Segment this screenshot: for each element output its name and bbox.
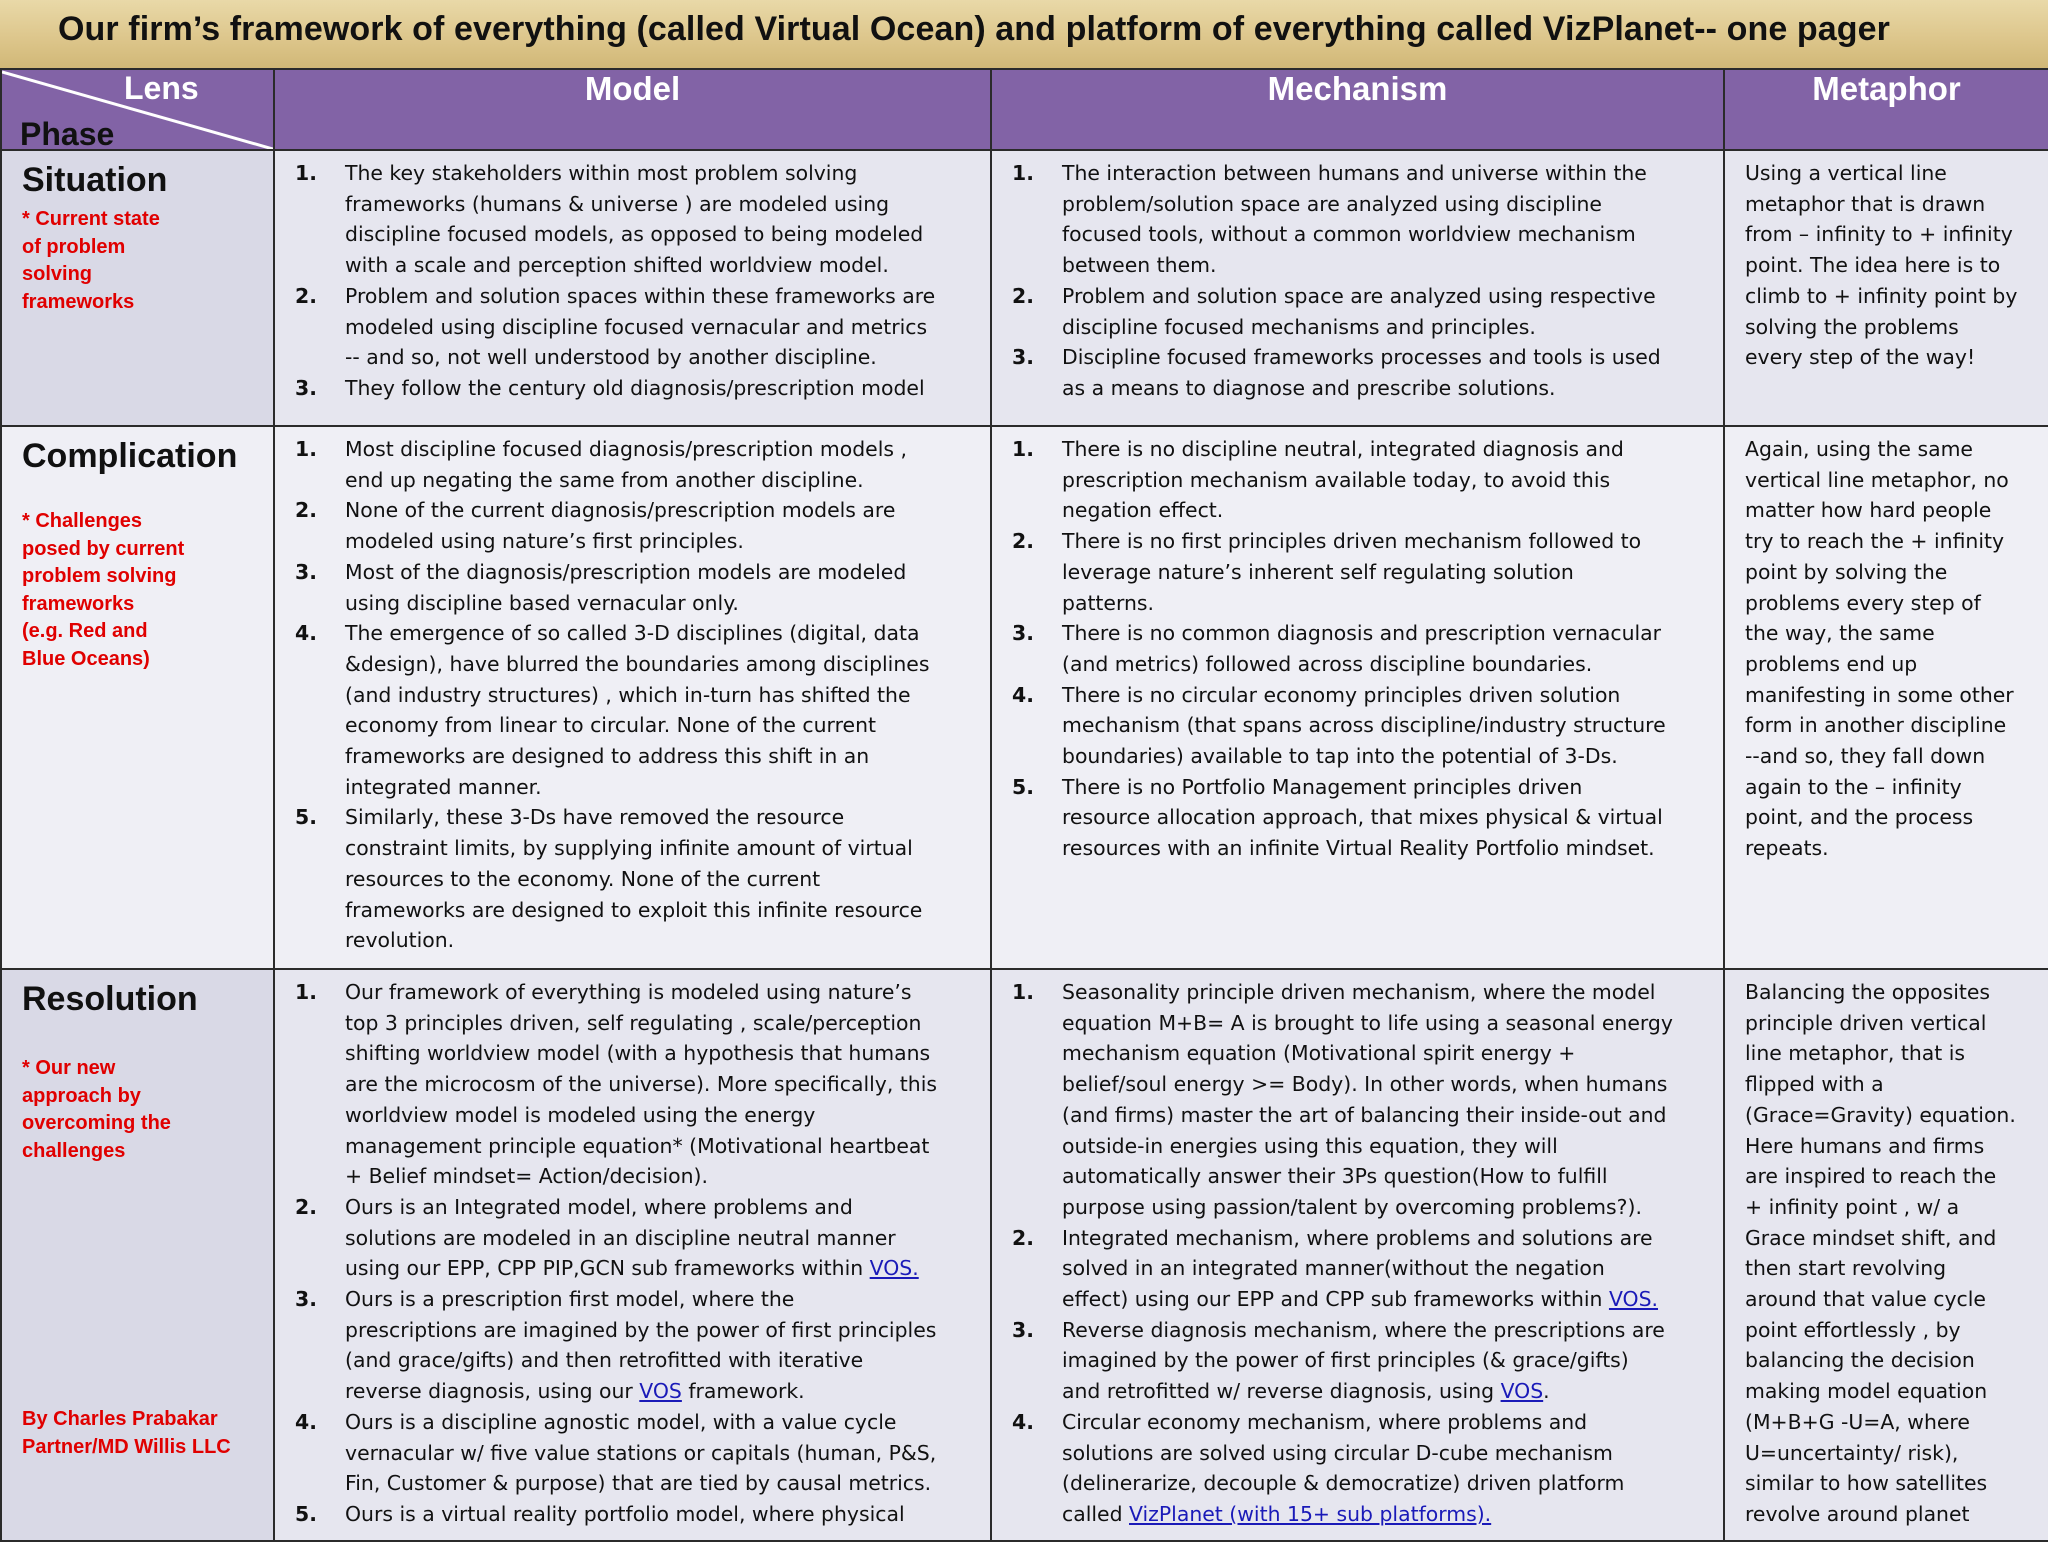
item-text-line: with a scale and perception shifted worldview model. (345, 253, 889, 278)
text-line: from – infinity to + infinity (1745, 222, 2013, 247)
list-item (992, 1315, 1713, 1407)
item-text-line: (delinerarize, decouple & democratize) driven platform (1062, 1471, 1625, 1496)
text-line: problems end up (1745, 651, 1918, 676)
phase-name: Complication (22, 437, 238, 475)
text-line: point, and the process (1745, 805, 1974, 830)
item-text-line: equation M+B= A is brought to life using a seasonal energy (1062, 1010, 1673, 1035)
text-line: solving (22, 263, 93, 285)
column-header-metaphor: Metaphor (1724, 69, 2048, 150)
column-header-model: Model (274, 69, 991, 150)
text-line: (e.g. Red and (22, 620, 148, 642)
text-line: frameworks (22, 592, 135, 615)
metaphor-cell-resolution (1724, 969, 2048, 1541)
item-text-line: end up negating the same from another discipline. (345, 467, 864, 492)
item-number: 1. (1012, 161, 1034, 185)
text-line: similar to how satellites (1745, 1471, 1988, 1496)
item-text-line: reverse diagnosis, using our VOS framework. (345, 1379, 805, 1404)
item-text-line: discipline focused mechanisms and principles. (1062, 314, 1536, 339)
model-cell-complication (274, 426, 991, 969)
metaphor-text (1725, 427, 2048, 864)
item-text-line: leverage nature’s inherent self regulating solution (1062, 559, 1574, 584)
item-number: 1. (1012, 980, 1034, 1004)
title-banner (0, 0, 2048, 69)
inline-link[interactable]: VizPlanet (with 15+ sub platforms). (1129, 1501, 1492, 1526)
item-number: 1. (295, 437, 317, 461)
text-line: then start revolving (1745, 1256, 1947, 1281)
item-number: 2. (295, 283, 317, 308)
list-item (275, 1407, 980, 1499)
item-text-line: prescription mechanism available today, to avoid this (1062, 467, 1611, 492)
text-line: point effortlessly , by (1745, 1317, 1961, 1342)
phase-label: Phase (20, 116, 115, 152)
item-text-line: prescriptions are imagined by the power of first principles (345, 1317, 937, 1342)
item-number: 1. (295, 980, 317, 1004)
item-text-line: (and metrics) followed across discipline boundaries. (1062, 651, 1593, 676)
text-line: of problem (22, 235, 126, 258)
item-text-line: management principle equation* (Motivational heartbeat (345, 1133, 930, 1158)
item-text-line: Ours is a prescription first model, where the (345, 1287, 795, 1312)
numbered-list (275, 427, 990, 956)
list-item (992, 680, 1713, 772)
item-number: 2. (1012, 1225, 1034, 1250)
item-text-line: Most discipline focused diagnosis/prescription models , (345, 437, 907, 461)
item-text-line: (and grace/gifts) and then retrofitted with iterative (345, 1348, 864, 1373)
item-text-line: automatically answer their 3Ps question(How to fulfill (1062, 1164, 1608, 1189)
item-number: 3. (1012, 621, 1034, 646)
item-number: 2. (1012, 283, 1034, 308)
numbered-list (275, 151, 990, 404)
text-line: principle driven vertical (1745, 1010, 1987, 1035)
phase-name: Situation (22, 161, 168, 199)
text-line: point. The idea here is to (1745, 253, 2001, 278)
item-text-line: vernacular w/ five value stations or capitals (human, P&S, (345, 1440, 937, 1465)
item-number: 2. (295, 1194, 317, 1219)
list-item (275, 158, 980, 281)
text-line: frameworks (22, 290, 135, 313)
list-item (275, 434, 980, 495)
item-text-line: Problem and solution space are analyzed using respective (1062, 283, 1656, 308)
text-line: Using a vertical line (1745, 161, 1947, 185)
item-text-line: between them. (1062, 253, 1217, 278)
list-item (275, 281, 980, 373)
header-row (1, 69, 2048, 150)
item-number: 4. (1012, 682, 1034, 707)
item-number: 3. (295, 375, 317, 400)
list-item (992, 1407, 1713, 1530)
list-item (992, 618, 1713, 679)
item-number: 5. (1012, 774, 1034, 799)
item-text-line: Most of the diagnosis/prescription models are modeled (345, 559, 907, 584)
list-item (275, 977, 980, 1192)
item-text-line: resource allocation approach, that mixes physical & virtual (1062, 805, 1663, 830)
item-number: 2. (295, 498, 317, 523)
item-text-line: Seasonality principle driven mechanism, where the model (1062, 980, 1656, 1004)
list-item (275, 1284, 980, 1407)
metaphor-text (1725, 970, 2048, 1530)
text-line: manifesting in some other (1745, 682, 2014, 707)
text-line: problems every step of (1745, 590, 1981, 615)
item-number: 3. (1012, 1317, 1034, 1342)
text-line: --and so, they fall down (1745, 744, 1986, 769)
row-situation (1, 150, 2048, 426)
phase-cell-complication (1, 426, 274, 969)
item-text-line: mechanism equation (Motivational spirit energy + (1062, 1041, 1576, 1066)
item-text-line: negation effect. (1062, 498, 1224, 523)
item-number: 3. (1012, 345, 1034, 370)
text-line: * Challenges (22, 510, 143, 532)
list-item (992, 526, 1713, 618)
numbered-list (992, 151, 1723, 404)
item-text-line: revolution. (345, 928, 455, 953)
list-item (275, 495, 980, 556)
item-text-line: Similarly, these 3-Ds have removed the resource (345, 805, 845, 830)
author-byline (22, 1406, 231, 1461)
model-cell-situation (274, 150, 991, 426)
item-text-line: + Belief mindset= Action/decision). (345, 1164, 708, 1189)
text-line: climb to + infinity point by (1745, 283, 2018, 308)
column-header-mechanism: Mechanism (991, 69, 1724, 150)
item-text-line: purpose using passion/talent by overcoming problems?). (1062, 1194, 1642, 1219)
item-number: 4. (1012, 1409, 1034, 1434)
text-line: Here humans and firms (1745, 1133, 1985, 1158)
item-text-line: frameworks are designed to address this shift in an (345, 744, 870, 769)
item-text-line: shifting worldview model (with a hypothesis that humans (345, 1041, 931, 1066)
text-line: Grace mindset shift, and (1745, 1225, 1997, 1250)
text-line: metaphor that is drawn (1745, 191, 1986, 216)
text-line: point by solving the (1745, 559, 1948, 584)
row-resolution (1, 969, 2048, 1541)
text-line: * Current state (22, 208, 160, 230)
item-text-line: resources with an infinite Virtual Reality Portfolio mindset. (1062, 836, 1655, 861)
metaphor-cell-situation (1724, 150, 2048, 426)
item-text-line: modeled using nature’s first principles. (345, 529, 744, 554)
item-text-line: None of the current diagnosis/prescription models are (345, 498, 896, 523)
item-text-line: worldview model is modeled using the energy (345, 1102, 816, 1127)
mechanism-cell-situation (991, 150, 1724, 426)
phase-name: Resolution (22, 980, 198, 1018)
text-line: problem solving (22, 565, 177, 587)
item-text-line: They follow the century old diagnosis/prescription model (345, 375, 925, 400)
item-text-line: imagined by the power of first principles (& grace/gifts) (1062, 1348, 1629, 1373)
item-text-line: The key stakeholders within most problem solving (345, 161, 858, 185)
item-text-line: Reverse diagnosis mechanism, where the prescriptions are (1062, 1317, 1665, 1342)
item-text-line: Fin, Customer & purpose) that are tied by causal metrics. (345, 1471, 932, 1496)
item-text-line: &design), have blurred the boundaries among disciplines (345, 651, 930, 676)
framework-table (0, 68, 2048, 1542)
item-number: 5. (295, 805, 317, 830)
text-line: try to reach the + infinity (1745, 529, 2005, 554)
list-item (275, 557, 980, 618)
item-text-line: There is no common diagnosis and prescription vernacular (1062, 621, 1662, 646)
text-line: (Grace=Gravity) equation. (1745, 1102, 2016, 1127)
item-text-line: Discipline focused frameworks processes and tools is used (1062, 345, 1661, 370)
text-line: Blue Oceans) (22, 647, 150, 670)
item-text-line: frameworks (humans & universe ) are modeled using (345, 191, 890, 216)
text-line: Balancing the opposites (1745, 980, 1991, 1004)
item-text-line: modeled using discipline focused vernacular and metrics (345, 314, 928, 339)
text-line: * Our new (22, 1057, 116, 1079)
mechanism-cell-resolution (991, 969, 1724, 1541)
item-text-line: economy from linear to circular. None of the current (345, 713, 876, 738)
list-item (992, 342, 1713, 403)
text-line: Partner/MD Willis LLC (22, 1435, 231, 1458)
item-text-line: outside-in energies using this equation, they will (1062, 1133, 1558, 1158)
item-text-line: focused tools, without a common worldview mechanism (1062, 222, 1636, 247)
text-line: Again, using the same (1745, 437, 1973, 461)
phase-note (22, 1055, 273, 1165)
item-number: 2. (1012, 529, 1034, 554)
lens-label: Lens (124, 70, 199, 106)
text-line: flipped with a (1745, 1072, 1884, 1097)
text-line: challenges (22, 1139, 126, 1162)
item-number: 1. (1012, 437, 1034, 461)
text-line: approach by (22, 1084, 141, 1107)
item-text-line: problem/solution space are analyzed using discipline (1062, 191, 1602, 216)
list-item (992, 281, 1713, 342)
corner-header (1, 69, 274, 150)
item-text-line: resources to the economy. None of the current (345, 866, 821, 891)
text-line: + infinity point , w/ a (1745, 1194, 1960, 1219)
text-line: the way, the same (1745, 621, 1935, 646)
item-text-line: The emergence of so called 3-D disciplines (digital, data (345, 621, 920, 646)
numbered-list (992, 970, 1723, 1530)
text-line: (M+B+G -U=A, where (1745, 1409, 1970, 1434)
text-line: U=uncertainty/ risk), (1745, 1440, 1959, 1465)
item-text-line: There is no circular economy principles driven solution (1062, 682, 1621, 707)
item-text-line: Circular economy mechanism, where problems and (1062, 1409, 1588, 1434)
numbered-list (275, 970, 990, 1530)
list-item (275, 1192, 980, 1284)
inline-link[interactable]: VOS (639, 1379, 682, 1404)
item-number: 5. (295, 1501, 317, 1526)
item-text-line: solutions are modeled in an discipline neutral manner (345, 1225, 896, 1250)
text-line: making model equation (1745, 1379, 1988, 1404)
item-text-line: Problem and solution spaces within these frameworks are (345, 283, 936, 308)
mechanism-cell-complication (991, 426, 1724, 969)
item-text-line: Our framework of everything is modeled using nature’s (345, 980, 912, 1004)
item-text-line: patterns. (1062, 590, 1155, 615)
item-text-line: Ours is a virtual reality portfolio model, where physical (345, 1501, 905, 1526)
model-cell-resolution (274, 969, 991, 1541)
phase-note (22, 206, 273, 316)
item-text-line: frameworks are designed to exploit this infinite resource (345, 897, 923, 922)
list-item (992, 434, 1713, 526)
text-line: posed by current (22, 537, 185, 560)
item-text-line: called VizPlanet (with 15+ sub platforms). (1062, 1501, 1492, 1526)
item-text-line: effect) using our EPP and CPP sub frameworks within VOS. (1062, 1287, 1659, 1312)
inline-link[interactable]: VOS (1500, 1379, 1544, 1404)
metaphor-text (1725, 151, 2048, 373)
item-text-line: Ours is a discipline agnostic model, with a value cycle (345, 1409, 897, 1434)
text-line: repeats. (1745, 836, 1829, 861)
numbered-list (992, 427, 1723, 864)
item-number: 3. (295, 1287, 317, 1312)
text-line: again to the – infinity (1745, 774, 1962, 799)
item-number: 4. (295, 621, 317, 646)
item-text-line: mechanism (that spans across discipline/industry structure (1062, 713, 1666, 738)
item-text-line: top 3 principles driven, self regulating , scale/perception (345, 1010, 922, 1035)
item-number: 1. (295, 161, 317, 185)
phase-cell-situation (1, 150, 274, 426)
item-text-line: and retrofitted w/ reverse diagnosis, using VOS. (1062, 1379, 1550, 1404)
list-item (275, 373, 980, 404)
text-line: revolve around planet (1745, 1501, 1970, 1526)
item-text-line: as a means to diagnose and prescribe solutions. (1062, 375, 1556, 400)
item-text-line: integrated manner. (345, 774, 542, 799)
text-line: line metaphor, that is (1745, 1041, 1966, 1066)
text-line: By Charles Prabakar (22, 1408, 218, 1430)
item-text-line: belief/soul energy >= Body). In other words, when humans (1062, 1072, 1668, 1097)
text-line: overcoming the (22, 1112, 171, 1134)
item-text-line: are the microcosm of the universe). More specifically, this (345, 1072, 938, 1097)
item-number: 3. (295, 559, 317, 584)
text-line: matter how hard people (1745, 498, 1992, 523)
phase-cell-resolution (1, 969, 274, 1541)
text-line: vertical line metaphor, no (1745, 467, 2009, 492)
item-number: 4. (295, 1409, 317, 1434)
metaphor-cell-complication (1724, 426, 2048, 969)
text-line: around that value cycle (1745, 1287, 1986, 1312)
item-text-line: There is no discipline neutral, integrated diagnosis and (1062, 437, 1624, 461)
item-text-line: There is no first principles driven mechanism followed to (1062, 529, 1642, 554)
item-text-line: Integrated mechanism, where problems and solutions are (1062, 1225, 1653, 1250)
text-line: balancing the decision (1745, 1348, 1975, 1373)
list-item (992, 1223, 1713, 1315)
list-item (275, 618, 980, 802)
item-text-line: discipline focused models, as opposed to being modeled (345, 222, 924, 247)
text-line: solving the problems (1745, 314, 1959, 339)
list-item (992, 158, 1713, 281)
phase-note (22, 508, 273, 673)
item-text-line: using our EPP, CPP PIP,GCN sub frameworks within VOS. (345, 1256, 919, 1281)
item-text-line: The interaction between humans and universe within the (1062, 161, 1647, 185)
item-text-line: There is no Portfolio Management principles driven (1062, 774, 1583, 799)
page-title: Our firm’s framework of everything (called Virtual Ocean) and platform of everything called VizPlanet-- one pager (58, 10, 1891, 48)
list-item (275, 1499, 980, 1530)
item-text-line: (and firms) master the art of balancing their inside-out and (1062, 1102, 1667, 1127)
item-text-line: solved in an integrated manner(without the negation (1062, 1256, 1605, 1281)
text-line: form in another discipline (1745, 713, 2007, 738)
text-line: every step of the way! (1745, 345, 1976, 370)
item-text-line: solutions are solved using circular D-cube mechanism (1062, 1440, 1613, 1465)
item-text-line: boundaries) available to tap into the potential of 3-Ds. (1062, 744, 1618, 769)
inline-link[interactable]: VOS. (869, 1256, 919, 1281)
item-text-line: -- and so, not well understood by another discipline. (345, 345, 877, 370)
row-complication (1, 426, 2048, 969)
list-item (275, 802, 980, 956)
text-line: are inspired to reach the (1745, 1164, 1997, 1189)
inline-link[interactable]: VOS. (1608, 1287, 1659, 1312)
item-text-line: constraint limits, by supplying infinite amount of virtual (345, 836, 913, 861)
item-text-line: using discipline based vernacular only. (345, 590, 739, 615)
item-text-line: Ours is an Integrated model, where problems and (345, 1194, 853, 1219)
list-item (992, 977, 1713, 1223)
item-text-line: (and industry structures) , which in-turn has shifted the (345, 682, 911, 707)
list-item (992, 772, 1713, 864)
